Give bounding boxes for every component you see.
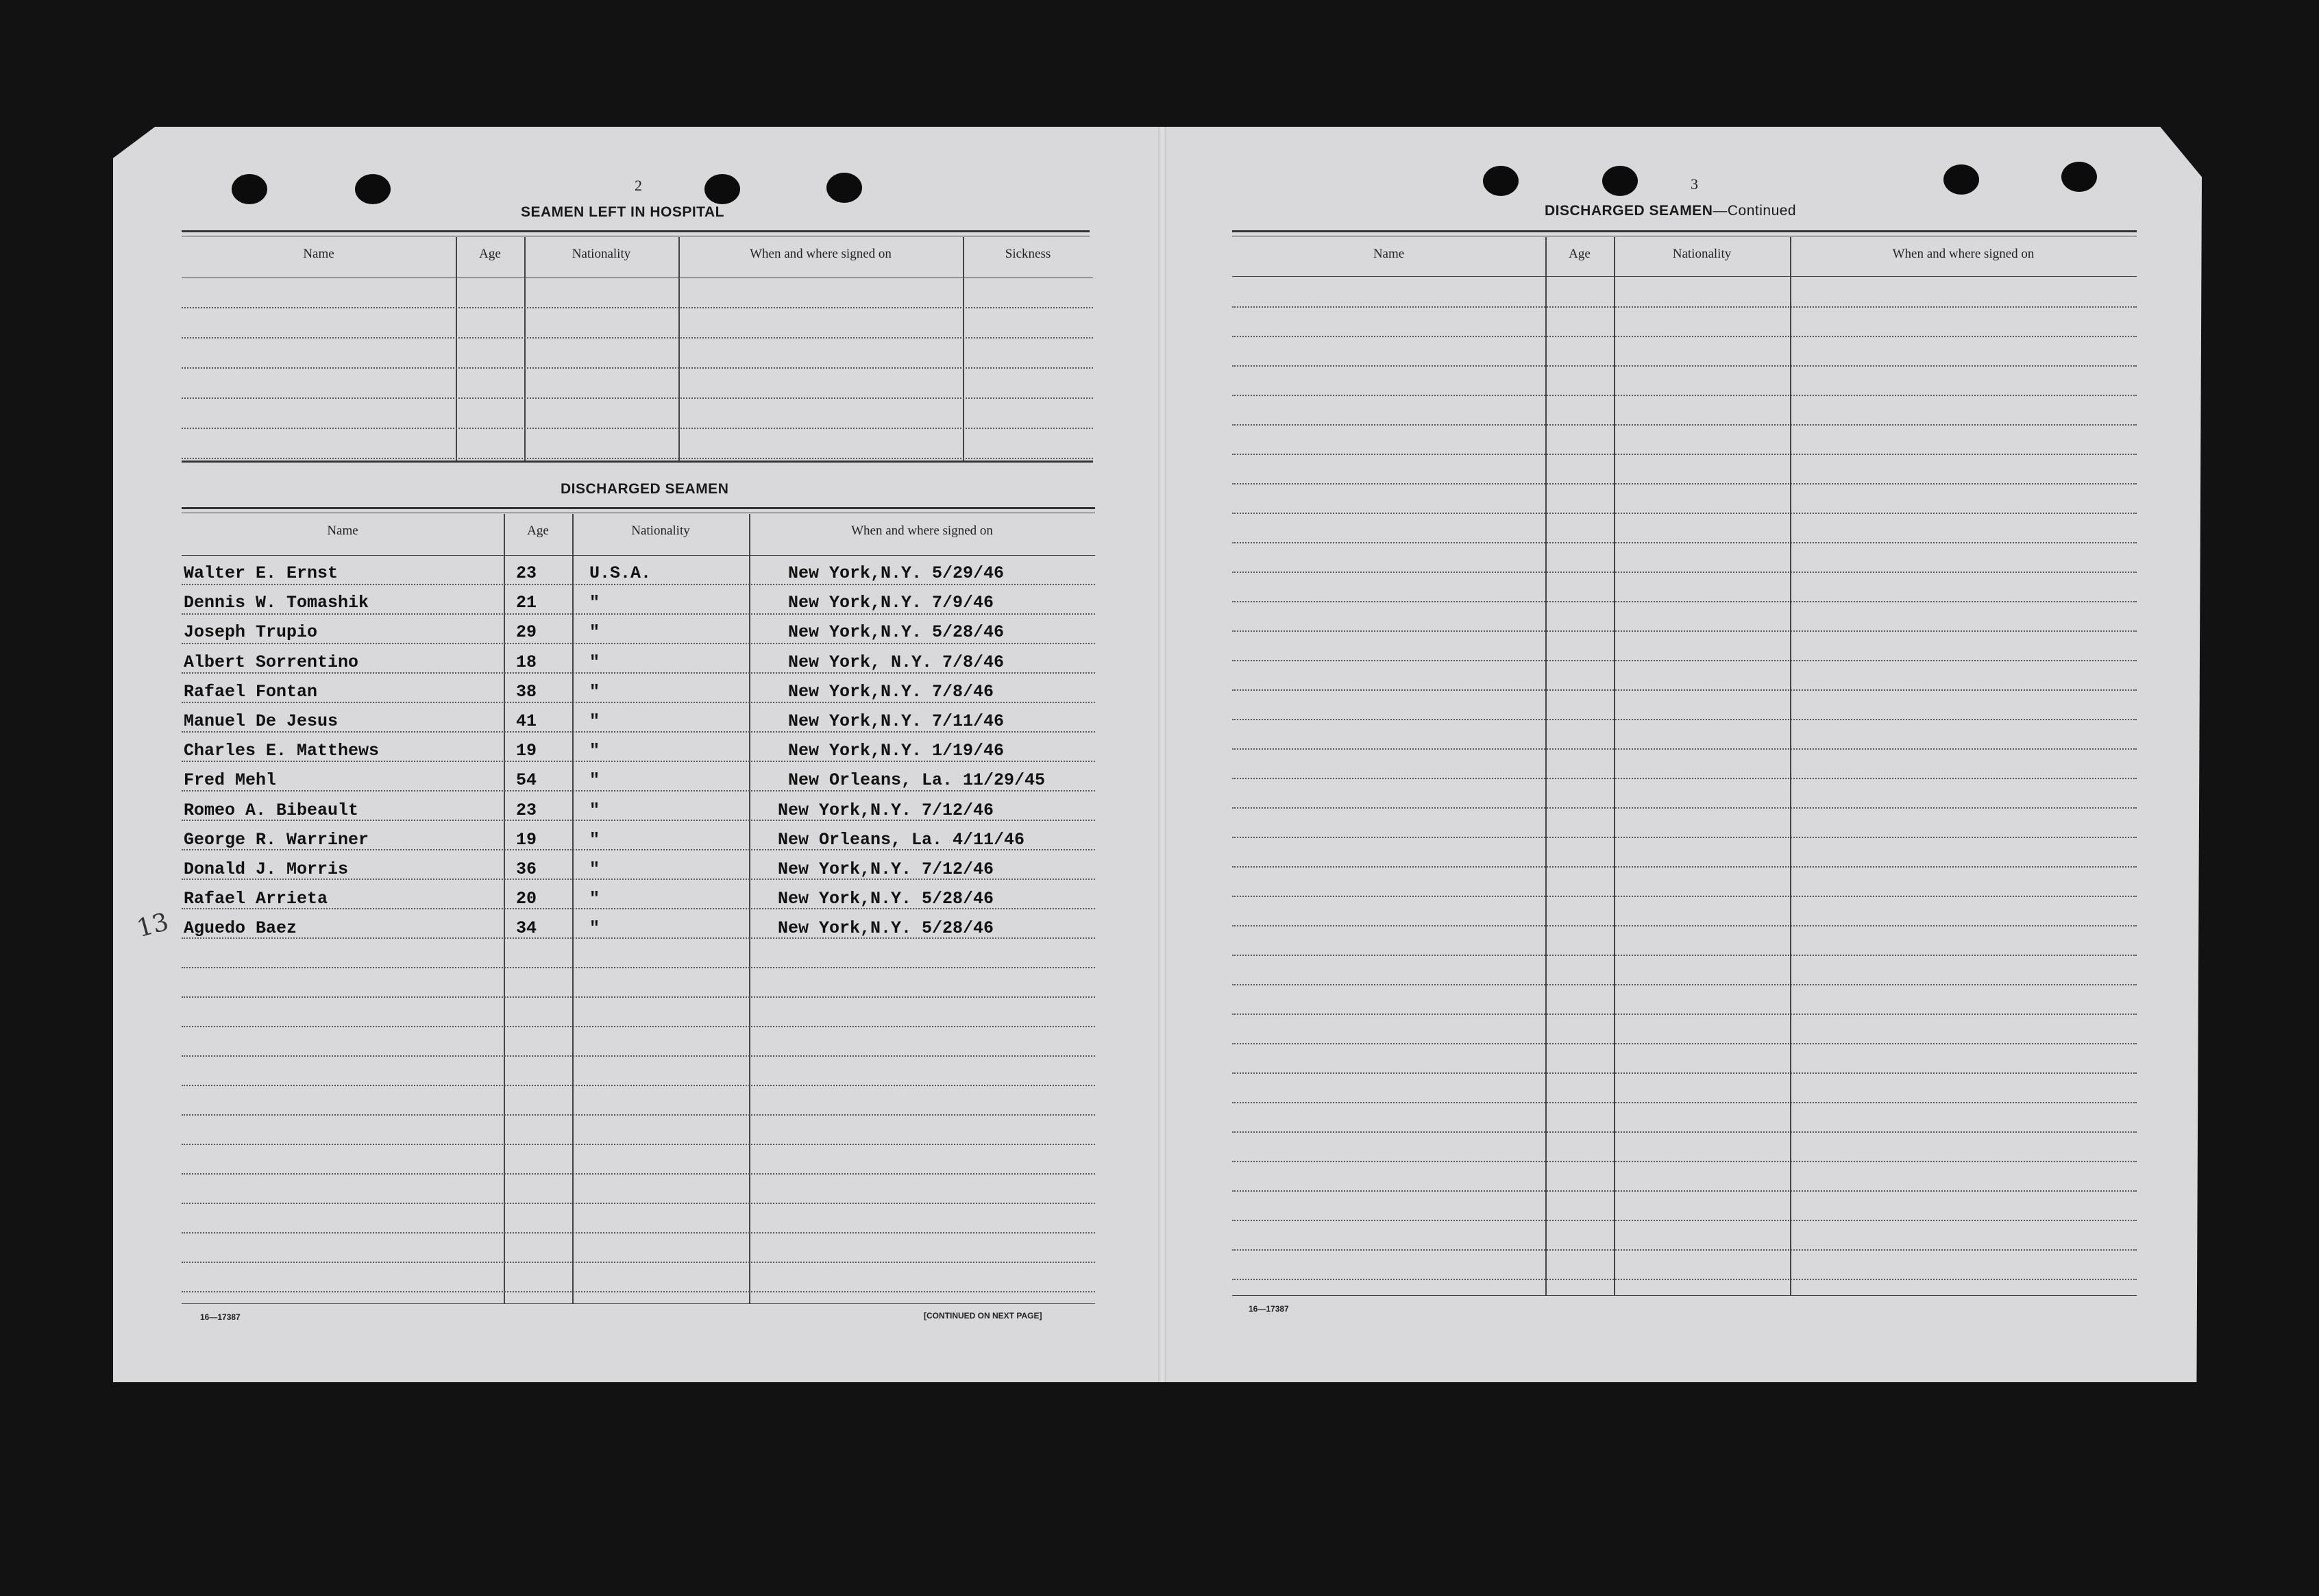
discharged-bottom-rule	[182, 1303, 1095, 1304]
seaman-signed-on: New York,N.Y. 5/28/46	[778, 889, 994, 909]
seaman-nationality: "	[589, 622, 600, 642]
right-row-line	[1232, 336, 2137, 337]
form-number-right: 16—17387	[1249, 1304, 1289, 1314]
right-top-rule	[1232, 230, 2137, 232]
right-row-line	[1232, 454, 2137, 455]
seaman-name: Joseph Trupio	[184, 622, 318, 642]
seaman-age: 19	[516, 741, 537, 761]
seaman-age: 23	[516, 800, 537, 820]
seaman-name: Donald J. Morris	[184, 859, 349, 879]
table-row	[182, 563, 1095, 591]
seaman-name: Manuel De Jesus	[184, 711, 339, 731]
hospital-col-header: Age	[479, 247, 501, 261]
hospital-col-header: Nationality	[572, 247, 631, 261]
punch-hole	[1483, 166, 1519, 196]
discharged-row-line	[182, 967, 1095, 968]
hospital-col-header: When and where signed on	[750, 247, 892, 261]
right-row-line	[1232, 1131, 2137, 1133]
punch-hole	[355, 174, 391, 204]
punch-hole	[1943, 164, 1979, 195]
seaman-nationality: "	[589, 682, 600, 702]
seaman-age: 36	[516, 859, 537, 879]
discharged-header-rule	[182, 555, 1095, 556]
discharged-row-line	[182, 1114, 1095, 1116]
discharged-row-line	[182, 1262, 1095, 1263]
seaman-age: 29	[516, 622, 537, 642]
seaman-name: Charles E. Matthews	[184, 741, 380, 761]
discharged-row-line	[182, 1291, 1095, 1292]
right-row-line	[1232, 1102, 2137, 1103]
seaman-nationality: "	[589, 918, 600, 938]
seaman-signed-on: New York,N.Y. 5/28/46	[788, 622, 1005, 642]
seaman-nationality: "	[589, 593, 600, 613]
table-row	[182, 622, 1095, 650]
table-row	[182, 830, 1095, 857]
right-row-line	[1232, 483, 2137, 484]
discharged-heading: DISCHARGED SEAMEN	[561, 481, 729, 497]
discharged-row-line	[182, 1232, 1095, 1233]
right-col-header: Age	[1569, 247, 1591, 261]
seaman-signed-on: New York,N.Y. 5/28/46	[778, 918, 994, 938]
right-header-rule	[1232, 276, 2137, 277]
table-row	[182, 918, 1095, 946]
hospital-bottom-rule	[182, 461, 1093, 463]
right-row-line	[1232, 1279, 2137, 1280]
seaman-signed-on: New Orleans, La. 4/11/46	[778, 830, 1025, 850]
punch-hole	[1602, 166, 1638, 196]
seaman-name: Rafael Fontan	[184, 682, 318, 702]
seaman-signed-on: New Orleans, La. 11/29/45	[788, 770, 1046, 790]
right-row-line	[1232, 837, 2137, 838]
table-row	[182, 859, 1095, 887]
page-number-right: 3	[1691, 175, 1698, 193]
seaman-age: 34	[516, 918, 537, 938]
seaman-nationality: "	[589, 741, 600, 761]
seaman-signed-on: New York,N.Y. 7/11/46	[788, 711, 1005, 731]
discharged-row-line	[182, 1144, 1095, 1145]
discharged-col-header: Nationality	[631, 524, 690, 538]
discharged-row-line	[182, 1203, 1095, 1204]
right-row-line	[1232, 1249, 2137, 1251]
seaman-age: 54	[516, 770, 537, 790]
seaman-signed-on: New York,N.Y. 7/12/46	[778, 859, 994, 879]
form-number-left: 16—17387	[200, 1312, 241, 1322]
seaman-age: 21	[516, 593, 537, 613]
right-row-line	[1232, 1161, 2137, 1162]
right-row-line	[1232, 1190, 2137, 1192]
seaman-name: George R. Warriner	[184, 830, 369, 850]
right-col-header: Nationality	[1672, 247, 1732, 261]
seaman-nationality: "	[589, 652, 600, 672]
table-row	[182, 593, 1095, 620]
discharged-row-line	[182, 996, 1095, 998]
seaman-nationality: "	[589, 889, 600, 909]
seaman-nationality: "	[589, 859, 600, 879]
seaman-signed-on: New York,N.Y. 5/29/46	[788, 563, 1005, 583]
table-row	[182, 682, 1095, 709]
discharged-col-header: When and where signed on	[851, 524, 993, 538]
seaman-age: 20	[516, 889, 537, 909]
table-row	[182, 770, 1095, 798]
right-row-line	[1232, 601, 2137, 602]
hospital-row-line	[182, 307, 1093, 308]
right-heading-text: DISCHARGED SEAMEN	[1545, 203, 1713, 219]
seaman-nationality: "	[589, 711, 600, 731]
right-row-line	[1232, 660, 2137, 661]
discharged-row-line	[182, 1026, 1095, 1027]
punch-hole	[2061, 162, 2097, 192]
hospital-row-line	[182, 337, 1093, 339]
right-row-line	[1232, 984, 2137, 985]
hospital-row-line	[182, 397, 1093, 399]
seaman-age: 18	[516, 652, 537, 672]
seaman-name: Romeo A. Bibeault	[184, 800, 359, 820]
seaman-signed-on: New York, N.Y. 7/8/46	[788, 652, 1005, 672]
right-row-line	[1232, 925, 2137, 926]
seaman-signed-on: New York,N.Y. 1/19/46	[788, 741, 1005, 761]
hospital-row-line	[182, 367, 1093, 369]
right-row-line	[1232, 778, 2137, 779]
hospital-row-line	[182, 428, 1093, 429]
hospital-col-header: Name	[303, 247, 334, 261]
seaman-name: Dennis W. Tomashik	[184, 593, 369, 613]
table-row	[182, 711, 1095, 739]
right-row-line	[1232, 748, 2137, 750]
seaman-age: 41	[516, 711, 537, 731]
seaman-nationality: "	[589, 770, 600, 790]
seaman-name: Rafael Arrieta	[184, 889, 328, 909]
seaman-signed-on: New York,N.Y. 7/12/46	[778, 800, 994, 820]
right-row-line	[1232, 719, 2137, 720]
right-row-line	[1232, 1220, 2137, 1221]
seaman-name: Walter E. Ernst	[184, 563, 339, 583]
page-number-left: 2	[635, 177, 642, 194]
discharged-row-line	[182, 1085, 1095, 1086]
discharged-row-line	[182, 1173, 1095, 1175]
seaman-nationality: "	[589, 800, 600, 820]
page-fold	[1158, 127, 1166, 1382]
seaman-name: Albert Sorrentino	[184, 652, 359, 672]
punch-hole	[232, 174, 267, 204]
right-bottom-rule	[1232, 1295, 2137, 1296]
right-row-line	[1232, 1043, 2137, 1044]
hospital-top-rule	[182, 230, 1090, 232]
right-row-line	[1232, 513, 2137, 514]
punch-hole	[826, 173, 862, 203]
seaman-age: 38	[516, 682, 537, 702]
table-row	[182, 741, 1095, 768]
discharged-col-header: Name	[327, 524, 358, 538]
right-row-line	[1232, 365, 2137, 367]
table-row	[182, 800, 1095, 828]
right-row-line	[1232, 689, 2137, 691]
hospital-row-line	[182, 458, 1093, 459]
seaman-age: 19	[516, 830, 537, 850]
seaman-nationality: "	[589, 830, 600, 850]
right-col-header: When and where signed on	[1892, 247, 2035, 261]
seaman-nationality: U.S.A.	[589, 563, 652, 583]
seaman-signed-on: New York,N.Y. 7/9/46	[788, 593, 994, 613]
right-row-line	[1232, 1014, 2137, 1015]
right-row-line	[1232, 866, 2137, 868]
continued-note: [CONTINUED ON NEXT PAGE]	[924, 1311, 1042, 1321]
right-row-line	[1232, 807, 2137, 809]
table-row	[182, 652, 1095, 680]
right-heading-suffix: —Continued	[1713, 203, 1797, 219]
seaman-signed-on: New York,N.Y. 7/8/46	[788, 682, 994, 702]
right-row-line	[1232, 955, 2137, 956]
discharged-col-header: Age	[527, 524, 549, 538]
margin-note: 13	[134, 907, 172, 944]
seaman-age: 23	[516, 563, 537, 583]
right-discharged-heading	[1545, 203, 1796, 219]
right-row-line	[1232, 542, 2137, 543]
hospital-heading: SEAMEN LEFT IN HOSPITAL	[521, 204, 724, 220]
right-row-line	[1232, 395, 2137, 396]
right-col-header: Name	[1373, 247, 1405, 261]
right-row-line	[1232, 306, 2137, 308]
right-row-line	[1232, 896, 2137, 897]
right-row-line	[1232, 1072, 2137, 1074]
right-row-line	[1232, 630, 2137, 632]
table-row	[182, 889, 1095, 916]
seaman-name: Fred Mehl	[184, 770, 277, 790]
right-page	[1162, 127, 2202, 1382]
discharged-top-rule	[182, 507, 1095, 509]
punch-hole	[704, 174, 740, 204]
seaman-name: Aguedo Baez	[184, 918, 297, 938]
right-row-line	[1232, 424, 2137, 426]
discharged-row-line	[182, 1055, 1095, 1057]
right-row-line	[1232, 572, 2137, 573]
hospital-col-header: Sickness	[1005, 247, 1051, 261]
